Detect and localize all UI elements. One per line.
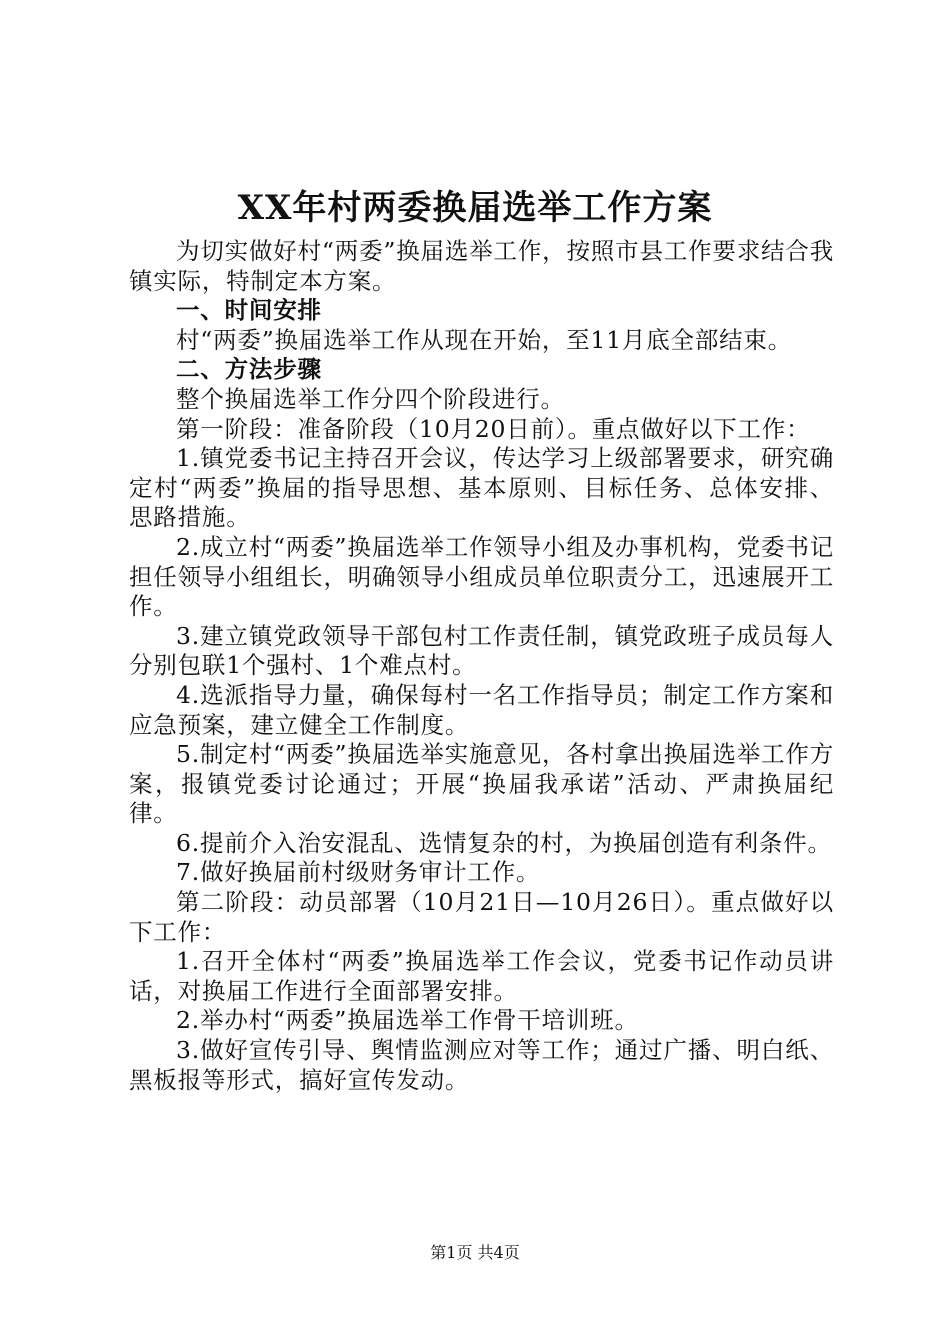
stage-one-item: 1.镇党委书记主持召开会议，传达学习上级部署要求，研究确定村“两委”换届的指导思想、基本原则、目标任务、总体安排、思路措施。 <box>129 444 834 532</box>
document-title: XX年村两委换届选举工作方案 <box>237 188 713 228</box>
stage-one-item: 3.建立镇党政领导干部包村工作责任制，镇党政班子成员每人分别包联1个强村、1个难点村。 <box>129 621 834 680</box>
section-heading-steps: 二、方法步骤 <box>176 355 322 384</box>
time-paragraph: 村“两委”换届选举工作从现在开始，至11月底全部结束。 <box>176 325 793 354</box>
steps-intro-paragraph: 整个换届选举工作分四个阶段进行。 <box>176 384 565 413</box>
stage-one-item: 2.成立村“两委”换届选举工作领导小组及办事机构，党委书记担任领导小组组长，明确领导小组成员单位职责分工，迅速展开工作。 <box>129 532 834 621</box>
intro-paragraph: 为切实做好村“两委”换届选举工作，按照市县工作要求结合我镇实际，特制定本方案。 <box>129 237 834 295</box>
stage-one-item: 5.制定村“两委”换届选举实施意见，各村拿出换届选举工作方案，报镇党委讨论通过；开展“换届我承诺”活动、严肃换届纪律。 <box>129 740 834 828</box>
page-number-footer: 第1页 共4页 <box>430 1243 520 1262</box>
stage-one-item: 4.选派指导力量，确保每村一名工作指导员；制定工作方案和应急预案，建立健全工作制度。 <box>129 680 834 739</box>
stage-two-item: 2.举办村“两委”换届选举工作骨干培训班。 <box>176 1006 639 1035</box>
stage-two-item: 1.召开全体村“两委”换届选举工作会议，党委书记作动员讲话，对换届工作进行全面部署安排。 <box>129 947 834 1005</box>
stage-one-item: 7.做好换届前村级财务审计工作。 <box>176 858 541 887</box>
stage-one-item: 6.提前介入治安混乱、选情复杂的村，为换届创造有利条件。 <box>176 828 832 857</box>
stage-one-paragraph: 第一阶段：准备阶段（10月20日前）。重点做好以下工作： <box>176 414 811 443</box>
document-body <box>129 237 834 1095</box>
stage-two-paragraph: 第二阶段：动员部署（10月21日—10月26日）。重点做好以下工作： <box>129 888 834 946</box>
stage-two-item: 3.做好宣传引导、舆情监测应对等工作；通过广播、明白纸、黑板报等形式，搞好宣传发动。 <box>129 1036 834 1094</box>
section-heading-time: 一、时间安排 <box>176 296 322 325</box>
